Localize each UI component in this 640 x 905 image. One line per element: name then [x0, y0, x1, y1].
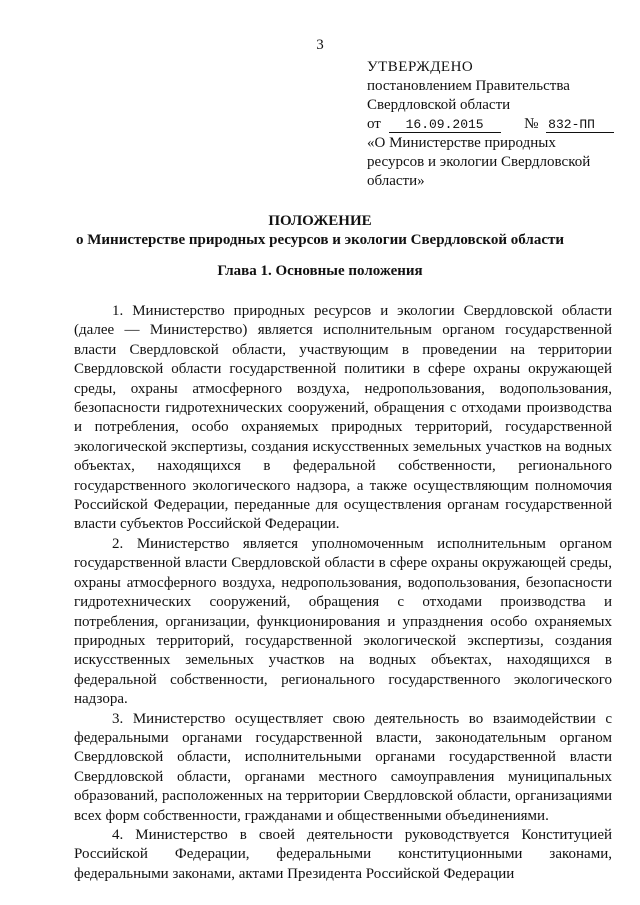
- paragraph-3: 3. Министерство осуществляет свою деятельность во взаимодействии с федеральными органами государственной власти, законодательным органом Свердловской области, исполнительными органами государственной власти Свердловской области, органами местного самоуправления муниципальных образований, расположенных на территории Свердловской области, организациями всех форм собственности, гражданами и общественными объединениями.: [74, 710, 612, 824]
- chapter-heading: Глава 1. Основные положения: [217, 263, 423, 279]
- from-label: от: [367, 116, 381, 132]
- approval-line-1: постановлением Правительства: [367, 78, 570, 94]
- approval-title-line-1: «О Министерстве природных: [367, 135, 556, 151]
- approval-stamp: [367, 58, 627, 191]
- approval-date-row: [367, 115, 627, 134]
- approved-heading: УТВЕРЖДЕНО: [367, 59, 474, 75]
- page-number: 3: [316, 37, 324, 53]
- approval-title-line-3: области»: [367, 173, 425, 189]
- paragraph-4: 4. Министерство в своей деятельности руководствуется Конституцией Российской Федерации, федеральными конституционными законами, федеральными законами, актами Президента Российской Федерации: [74, 826, 612, 882]
- document-subtitle: о Министерстве природных ресурсов и экологии Свердловской области: [76, 232, 564, 248]
- document-title-block: [0, 212, 640, 250]
- document-title: ПОЛОЖЕНИЕ: [268, 213, 372, 229]
- approval-date: 16.09.2015: [389, 117, 501, 133]
- number-label: №: [524, 116, 539, 132]
- document-body: [74, 302, 612, 884]
- paragraph-1: 1. Министерство природных ресурсов и экологии Свердловской области (далее — Министерство) является исполнительным органом государственной власти Свердловской области, участвующим в проведении на территории Свердловской области государственной политики в сфере охраны окружающей среды, охраны атмосферного воздуха, недропользования, водопользования, безопасности гидротехнических сооружений, обращения с отходами производства и потребления, особо охраняемых природных территорий, государственной экологической экспертизы, создания искусственных земельных участков на водных объектах, находящихся в федеральной собственности, регионального государственного экологического надзора, а также осуществляющим полномочия Российской Федерации, переданные для осуществления органам государственной власти субъектов Российской Федерации.: [74, 303, 612, 533]
- approval-title-line-2: ресурсов и экологии Свердловской: [367, 154, 591, 170]
- paragraph-2: 2. Министерство является уполномоченным исполнительным органом государственной власти Свердловской области в сфере охраны окружающей среды, охраны атмосферного воздуха, недропользования, водопользования, безопасности гидротехнических сооружений, обращения с отходами производства и потребления, организации, функционирования и упразднения особо охраняемых природных территорий, государственной экологической экспертизы, создания искусственных земельных участков на водных объектах, находящихся в федеральной собственности, регионального государственного экологического надзора.: [74, 535, 612, 708]
- approval-line-2: Свердловской области: [367, 97, 511, 113]
- approval-number: 832-ПП: [546, 117, 614, 133]
